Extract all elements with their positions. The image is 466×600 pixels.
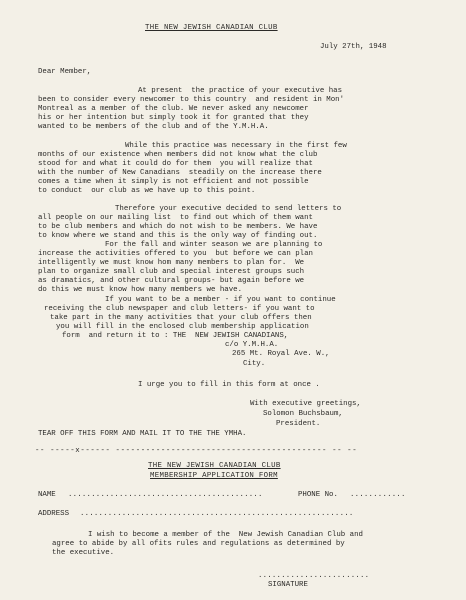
paragraph-line: all people on our mailing list to find out which of them want [38, 214, 313, 222]
paragraph-line: to be club members and which do not wish to be members. We have [38, 223, 318, 231]
address-label: ADDRESS [38, 510, 70, 518]
signer-name: Solomon Buchsbaum, [263, 410, 343, 418]
paragraph-line: take part in the many activities that your club offers then [50, 314, 312, 322]
cut-line: -- -----x------ ------------------------------------------ -- -- [35, 447, 358, 455]
form-subheading: MEMBERSHIP APPLICATION FORM [150, 472, 278, 480]
phone-label: PHONE No. [298, 491, 338, 499]
paragraph-line: do this we must know how many members we have. [38, 286, 243, 294]
paragraph-line: comes a time when it simply is not efficient and not possible [38, 178, 309, 186]
paragraph-line: Montreal as a member of the club. We never asked any newcomer [38, 105, 309, 113]
letter-date: July 27th, 1948 [320, 43, 387, 51]
address-line: 265 Mt. Royal Ave. W., [232, 350, 330, 358]
paragraph-line: his or her intention but simply took it for granted that they [38, 114, 309, 122]
paragraph-line: Therefore your executive decided to send letters to [115, 205, 342, 213]
letter-heading: THE NEW JEWISH CANADIAN CLUB [145, 24, 278, 32]
paragraph-line: with the number of New Canadians steadily on the increase there [38, 169, 322, 177]
salutation: Dear Member, [38, 68, 92, 76]
paragraph-line: While this practice was necessary in the first few [125, 142, 347, 150]
phone-field[interactable]: ............ [350, 491, 406, 499]
paragraph-line: plan to organize small club and special interest groups such [38, 268, 305, 276]
paragraph-line: been to consider every newcomer to this country and resident in Mon' [38, 96, 345, 104]
paragraph-line: If you want to be a member - if you want to continue [105, 296, 336, 304]
declaration-line: I wish to become a member of the New Jewish Canadian Club and [88, 531, 363, 539]
declaration-line: the executive. [52, 549, 115, 557]
address-field[interactable]: ........................................................... [80, 510, 354, 518]
paragraph-line: stood for and what it could do for them you will realize that [38, 160, 313, 168]
address-line: City. [243, 360, 266, 368]
paragraph-line: At present the practice of your executive has [138, 87, 343, 95]
paragraph-line: wanted to be members of the club and of the Y.M.H.A. [38, 123, 269, 131]
closing-line: With executive greetings, [250, 400, 361, 408]
form-heading: THE NEW JEWISH CANADIAN CLUB [148, 462, 281, 470]
signature-field[interactable]: ........................ [258, 572, 370, 580]
paragraph-line: form and return it to : THE NEW JEWISH CANADIANS, [62, 332, 289, 340]
paragraph-line: to know where we stand and this is the only way of finding out. [38, 232, 318, 240]
paragraph-line: you will fill in the enclosed club membership application [56, 323, 309, 331]
address-line: c/o Y.M.H.A. [225, 341, 279, 349]
paragraph-line: as dramatics, and other cultural groups- but again before we [38, 277, 305, 285]
paragraph-line: to conduct our club as we have up to this point. [38, 187, 256, 195]
urge-line: I urge you to fill in this form at once . [138, 381, 320, 389]
declaration-line: agree to abide by all ofits rules and regulations as determined by [52, 540, 345, 548]
paragraph-line: months of our existence when members did not know what the club [38, 151, 318, 159]
paragraph-line: intelligently we must know hom many members to plan for. We [38, 259, 305, 267]
paragraph-line: receiving the club newspaper and club letters- if you want to [44, 305, 315, 313]
name-label: NAME [38, 491, 56, 499]
paragraph-line: For the fall and winter season we are planning to [105, 241, 323, 249]
name-field[interactable]: .......................................... [68, 491, 263, 499]
paragraph-line: increase the activities offered to you but before we can plan [38, 250, 313, 258]
signer-title: President. [276, 420, 321, 428]
signature-label: SIGNATURE [268, 581, 308, 589]
tear-off-instruction: TEAR OFF THIS FORM AND MAIL IT TO THE THE YMHA. [38, 430, 247, 438]
